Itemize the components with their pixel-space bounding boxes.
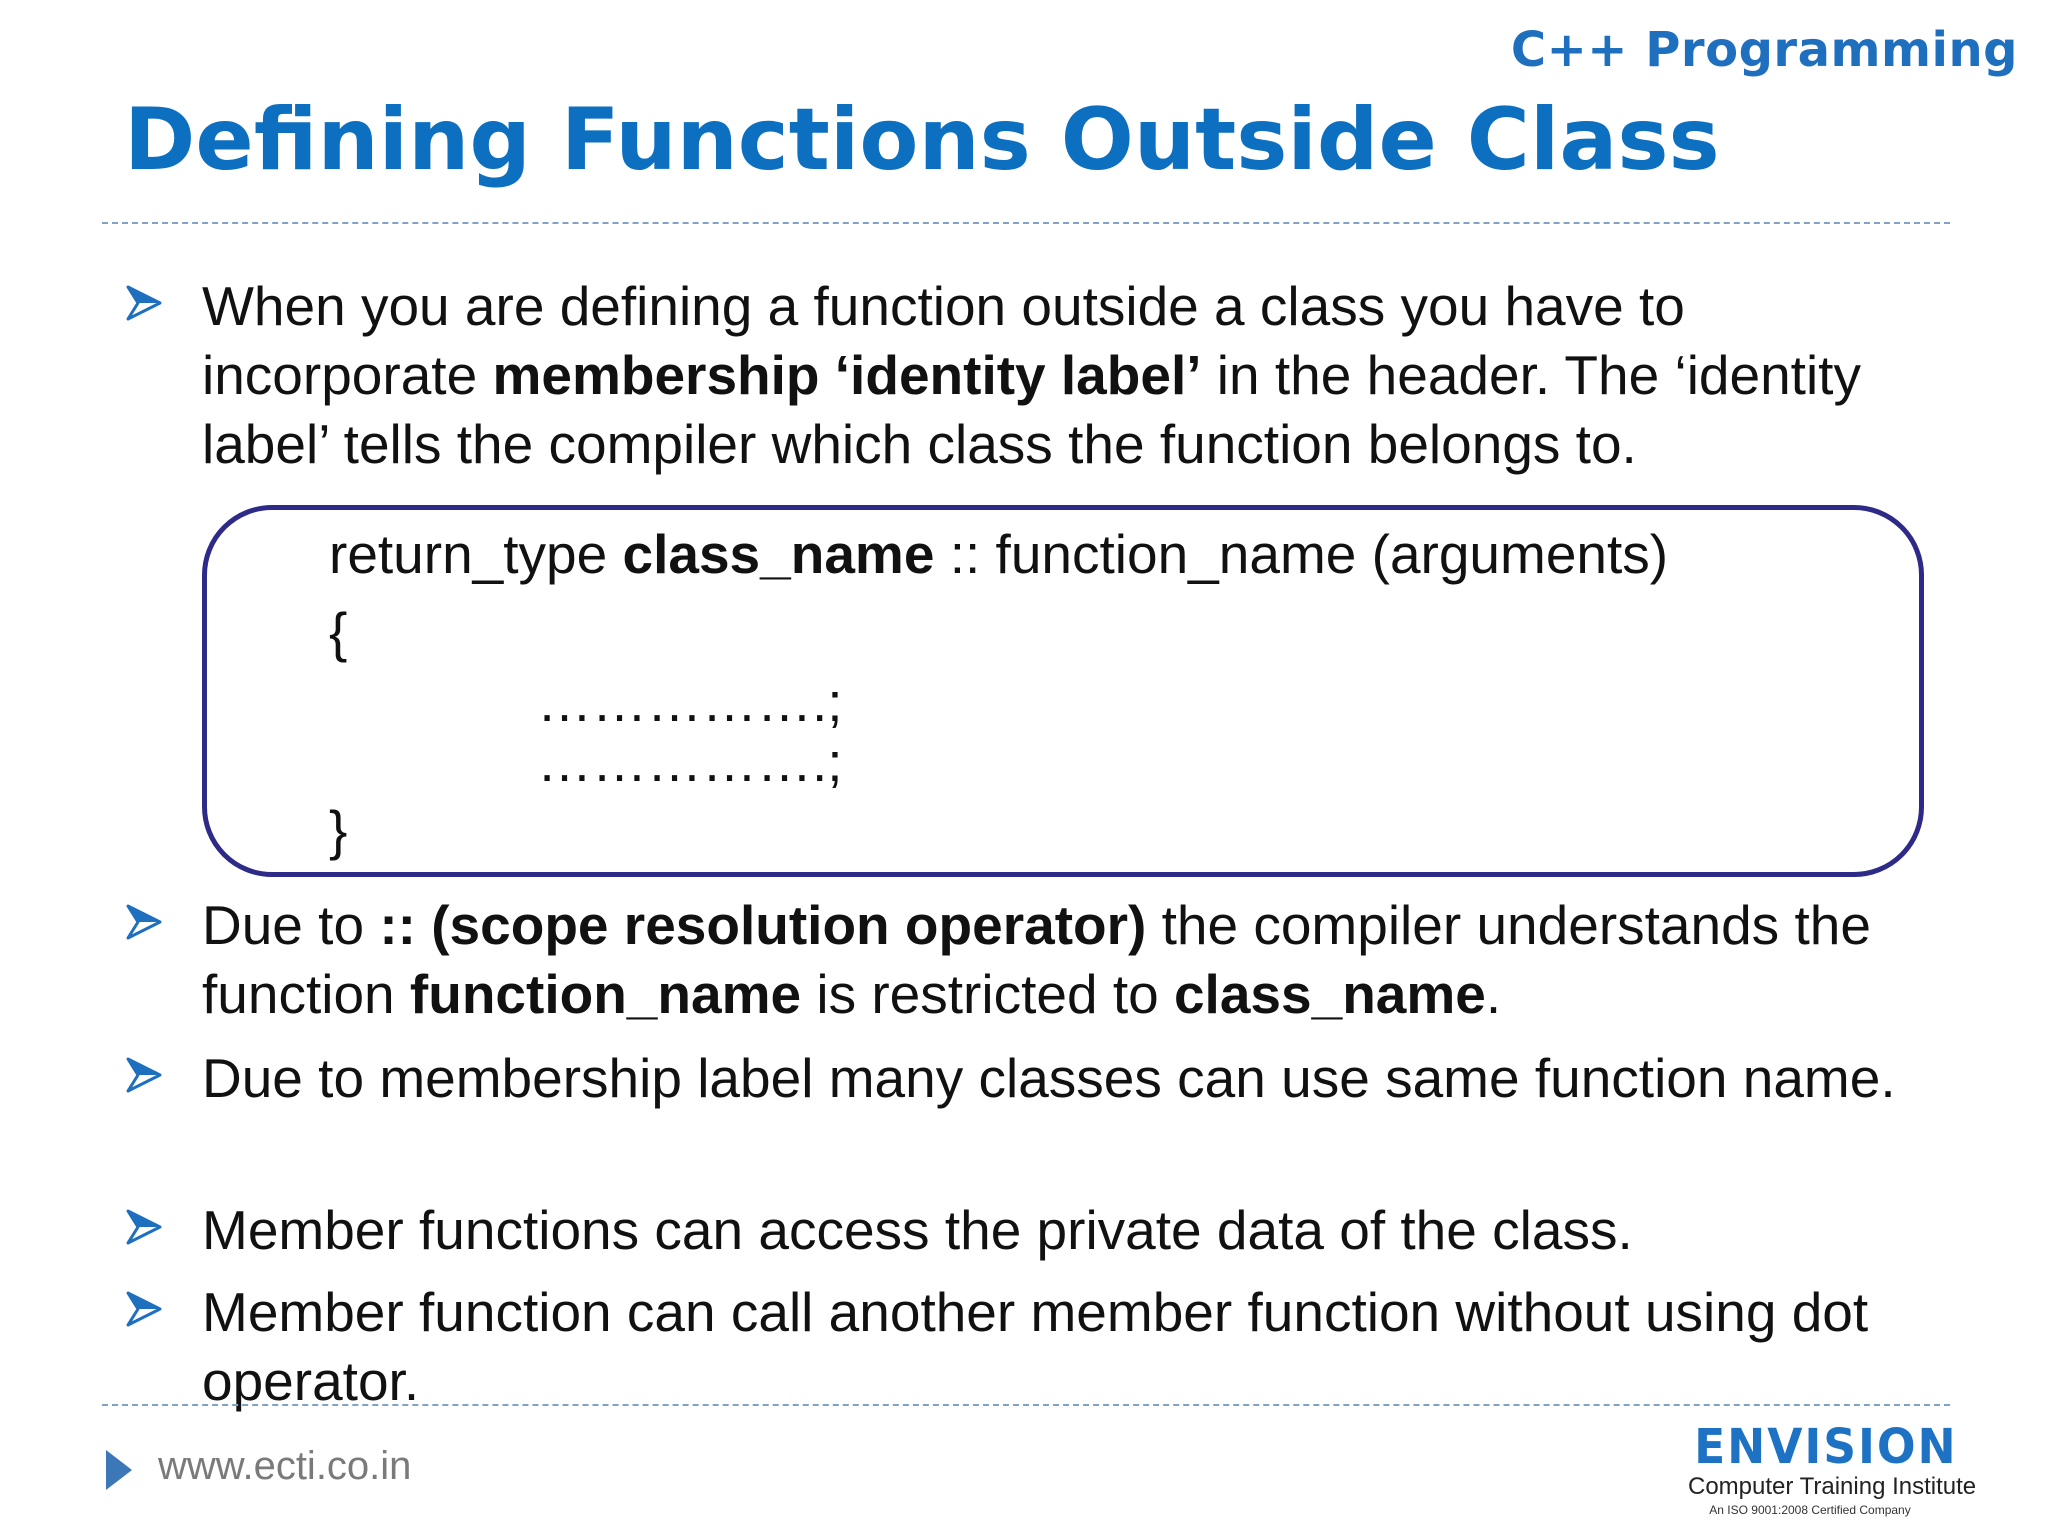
bullet-text: When you are defining a function outside a class you have to incorporate membership ‘identity label’ in the header. The ‘identity label’ tells the compiler which class the function belongs to. [202, 275, 1861, 475]
code-body-line: …………….; [537, 731, 843, 793]
syntax-code-box [202, 505, 1924, 877]
bullet-text: Due to :: (scope resolution operator) the compiler understands the function function_name is restricted to class_name. [202, 894, 1871, 1025]
triangle-play-icon [104, 1448, 134, 1497]
slide-title: Defining Functions Outside Class [124, 90, 1720, 190]
logo-wordmark: ENVISION [1694, 1419, 1958, 1475]
envision-logo [1688, 1419, 1977, 1518]
code-close-brace: } [329, 799, 348, 861]
logo-tagline: An ISO 9001:2008 Certified Company [1709, 1503, 1911, 1517]
bullet-item-dot-operator [124, 1278, 1964, 1416]
bullet-item-same-function-name [124, 1044, 1964, 1113]
top-divider [102, 222, 1950, 224]
bullet-item-private-data [124, 1196, 1964, 1265]
bullet-item-scope-resolution [124, 891, 1964, 1029]
bottom-divider [102, 1404, 1950, 1406]
bullet-text: Member function can call another member function without using dot operator. [202, 1281, 1869, 1412]
arrow-bullet-icon [124, 272, 202, 334]
code-open-brace: { [329, 601, 348, 663]
arrow-bullet-icon [124, 1278, 202, 1340]
bullet-text: Member functions can access the private data of the class. [202, 1199, 1633, 1261]
arrow-bullet-icon [124, 891, 202, 953]
logo-subtitle: Computer Training Institute [1688, 1473, 1977, 1500]
arrow-bullet-icon [124, 1196, 202, 1258]
bullet-item-identity-label [124, 272, 1964, 479]
code-body-line: …………….; [537, 671, 843, 733]
arrow-bullet-icon [124, 1044, 202, 1106]
course-title: C++ Programming [1510, 22, 2018, 78]
code-signature: return_type class_name :: function_name (arguments) [329, 523, 1669, 585]
bullet-text: Due to membership label many classes can use same function name. [202, 1047, 1896, 1109]
footer-url: www.ecti.co.in [158, 1444, 412, 1488]
